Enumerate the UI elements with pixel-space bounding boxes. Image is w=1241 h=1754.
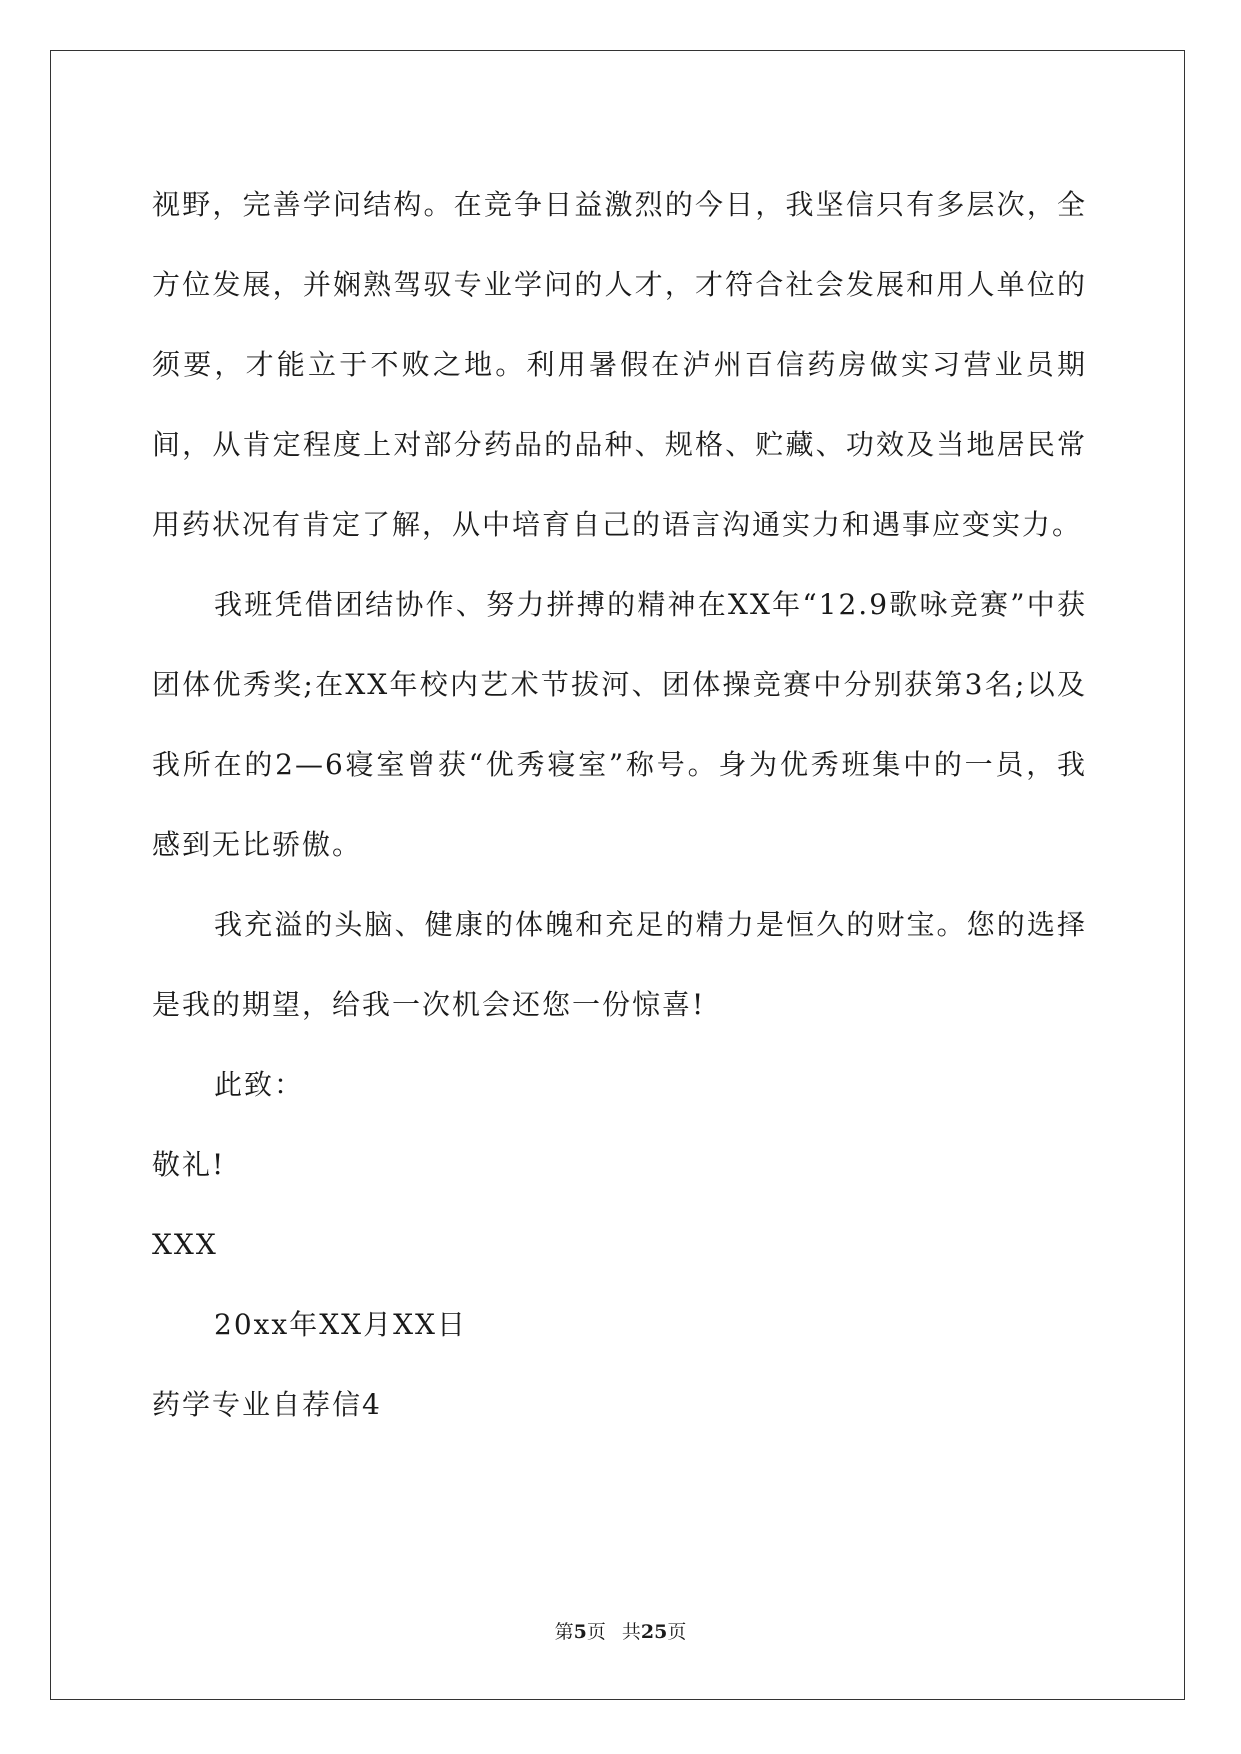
paragraph-education: 视野，完善学问结构。在竞争日益激烈的今日，我坚信只有多层次，全方位发展，并娴熟驾驭专业学问的人才，才符合社会发展和用人单位的须要，才能立于不败之地。利用暑假在泸州百信药房做实习营业员期间，从肯定程度上对部分药品的品种、规格、贮藏、功效及当地居民常用药状况有肯定了解，从中培育自己的语言沟通实力和遇事应变实力。: [152, 188, 1087, 541]
paragraph-closing-statement: 我充溢的头脑、健康的体魄和充足的精力是恒久的财宝。您的选择是我的期望，给我一次机会还您一份惊喜!: [152, 908, 1087, 1021]
salutation: 敬礼!: [152, 1148, 226, 1181]
letter-date: 20xx年XX月XX日: [214, 1308, 467, 1341]
closing-phrase: 此致：: [214, 1068, 305, 1101]
total-prefix: 共: [621, 1621, 641, 1643]
document-body: [152, 165, 1087, 1445]
total-suffix: 页: [667, 1621, 687, 1643]
page-number: 5: [573, 1621, 587, 1643]
page-prefix: 第: [554, 1621, 574, 1643]
page-footer: [0, 1617, 1241, 1644]
signature: XXX: [152, 1228, 218, 1261]
total-pages: 25: [640, 1621, 668, 1643]
next-letter-title: 药学专业自荐信4: [152, 1388, 382, 1421]
paragraph-class-honors: 我班凭借团结协作、努力拼搏的精神在XX年“12.9歌咏竞赛”中获团体优秀奖;在XX年校内艺术节拔河、团体操竞赛中分别获第3名;以及我所在的2—6寝室曾获“优秀寝室”称号。身为优秀班集中的一员，我感到无比骄傲。: [152, 588, 1087, 861]
page-suffix: 页: [586, 1621, 606, 1643]
